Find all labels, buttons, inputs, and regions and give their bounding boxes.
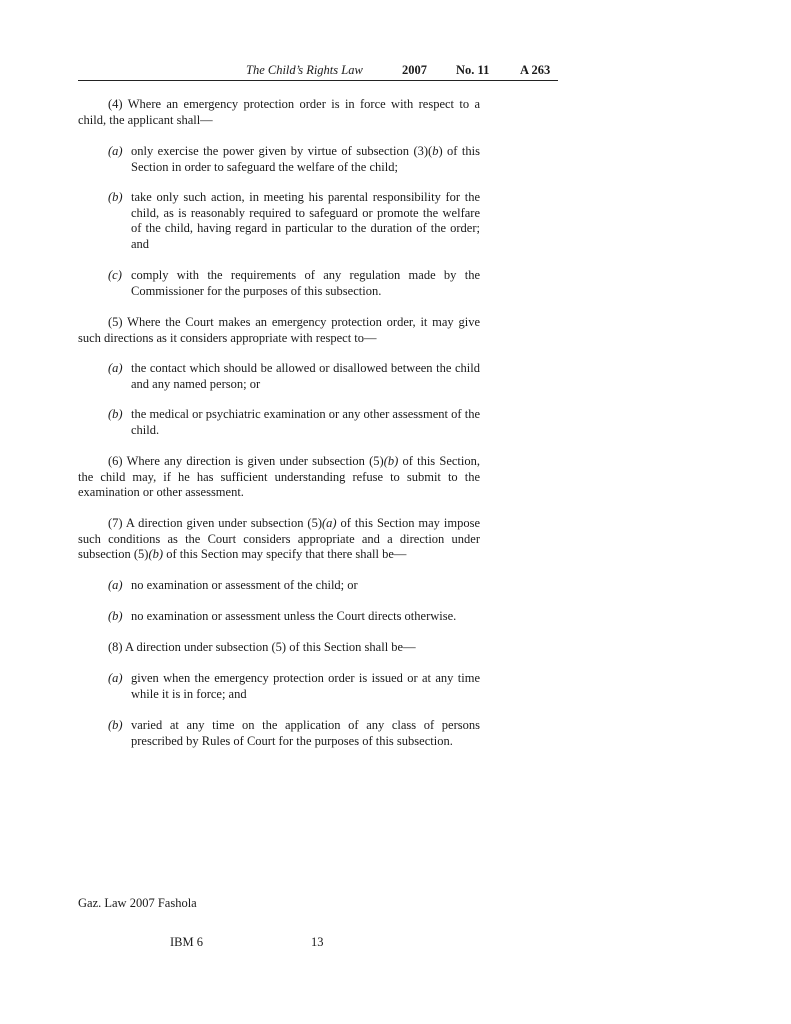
- footer-batch-code: IBM 6: [170, 935, 203, 949]
- subsection-7-label: (7): [108, 516, 123, 530]
- item-label: (a): [108, 361, 123, 375]
- subsection-7-item-b: (b) no examination or assessment unless the Court directs otherwise.: [108, 609, 457, 623]
- item-label: (a): [108, 144, 123, 158]
- item-label: (b): [108, 718, 123, 732]
- page-number: A 263: [520, 63, 551, 77]
- subsection-5-item-b: (b) the medical or psychiatric examination or any other assessment of the child.: [108, 407, 480, 437]
- subsection-5-text: Where the Court makes an emergency protection order, it may give such directions as it considers appropriate with respect to—: [78, 315, 480, 345]
- subsection-4-label: (4): [108, 97, 123, 111]
- subsection-7: (7) A direction given under subsection (5)(a) of this Section may impose such conditions as the Court considers appropriate and a direction under subsection (5)(b) of this Section may specify that there shall be—: [78, 516, 480, 562]
- subsection-5-item-a: (a) the contact which should be allowed or disallowed between the child and any named person; or: [108, 361, 480, 391]
- running-header-law-number: No. 11: [456, 63, 490, 77]
- subsection-6-label: (6): [108, 454, 123, 468]
- item-label: (b): [108, 407, 123, 421]
- running-header-year: 2007: [402, 63, 427, 77]
- subsection-7-item-a: (a) no examination or assessment of the child; or: [108, 578, 358, 592]
- subsection-8-item-b: (b) varied at any time on the application of any class of persons prescribed by Rules of Court for the purposes of this subsection.: [108, 718, 480, 748]
- subsection-6: (6) Where any direction is given under subsection (5)(b) of this Section, the child may, if he has sufficient understanding refuse to submit to the examination or other assessment.: [78, 454, 480, 500]
- item-label: (b): [108, 609, 123, 623]
- item-label: (a): [108, 671, 123, 685]
- subsection-4-item-a: (a) only exercise the power given by virtue of subsection (3)(b) of this Section in order to safeguard the welfare of the child;: [108, 144, 480, 174]
- running-header-title: The Child’s Rights Law: [246, 63, 363, 77]
- item-label: (a): [108, 578, 123, 592]
- subsection-5: [78, 315, 480, 346]
- subsection-8-label: (8): [108, 640, 123, 654]
- subsection-4-text: Where an emergency protection order is in force with respect to a child, the applicant shall—: [78, 97, 480, 127]
- subsection-8-item-a: (a) given when the emergency protection order is issued or at any time while it is in force; and: [108, 671, 480, 701]
- subsection-4-item-c: (c) comply with the requirements of any regulation made by the Commissioner for the purposes of this subsection.: [108, 268, 480, 298]
- footer-sheet-number: 13: [311, 935, 324, 949]
- item-label: (b): [108, 190, 123, 204]
- header-rule: [78, 80, 558, 81]
- subsection-8-text: A direction under subsection (5) of this Section shall be—: [125, 640, 416, 654]
- subsection-4: [78, 97, 480, 128]
- subsection-8: [78, 640, 480, 656]
- subsection-4-item-b: (b) take only such action, in meeting his parental responsibility for the child, as is reasonably required to safeguard or promote the welfare of the child, having regard in particular to the duration of the order; and: [108, 190, 480, 251]
- footer-gazette-note: Gaz. Law 2007 Fashola: [78, 896, 197, 910]
- subsection-5-label: (5): [108, 315, 123, 329]
- item-label: (c): [108, 268, 122, 282]
